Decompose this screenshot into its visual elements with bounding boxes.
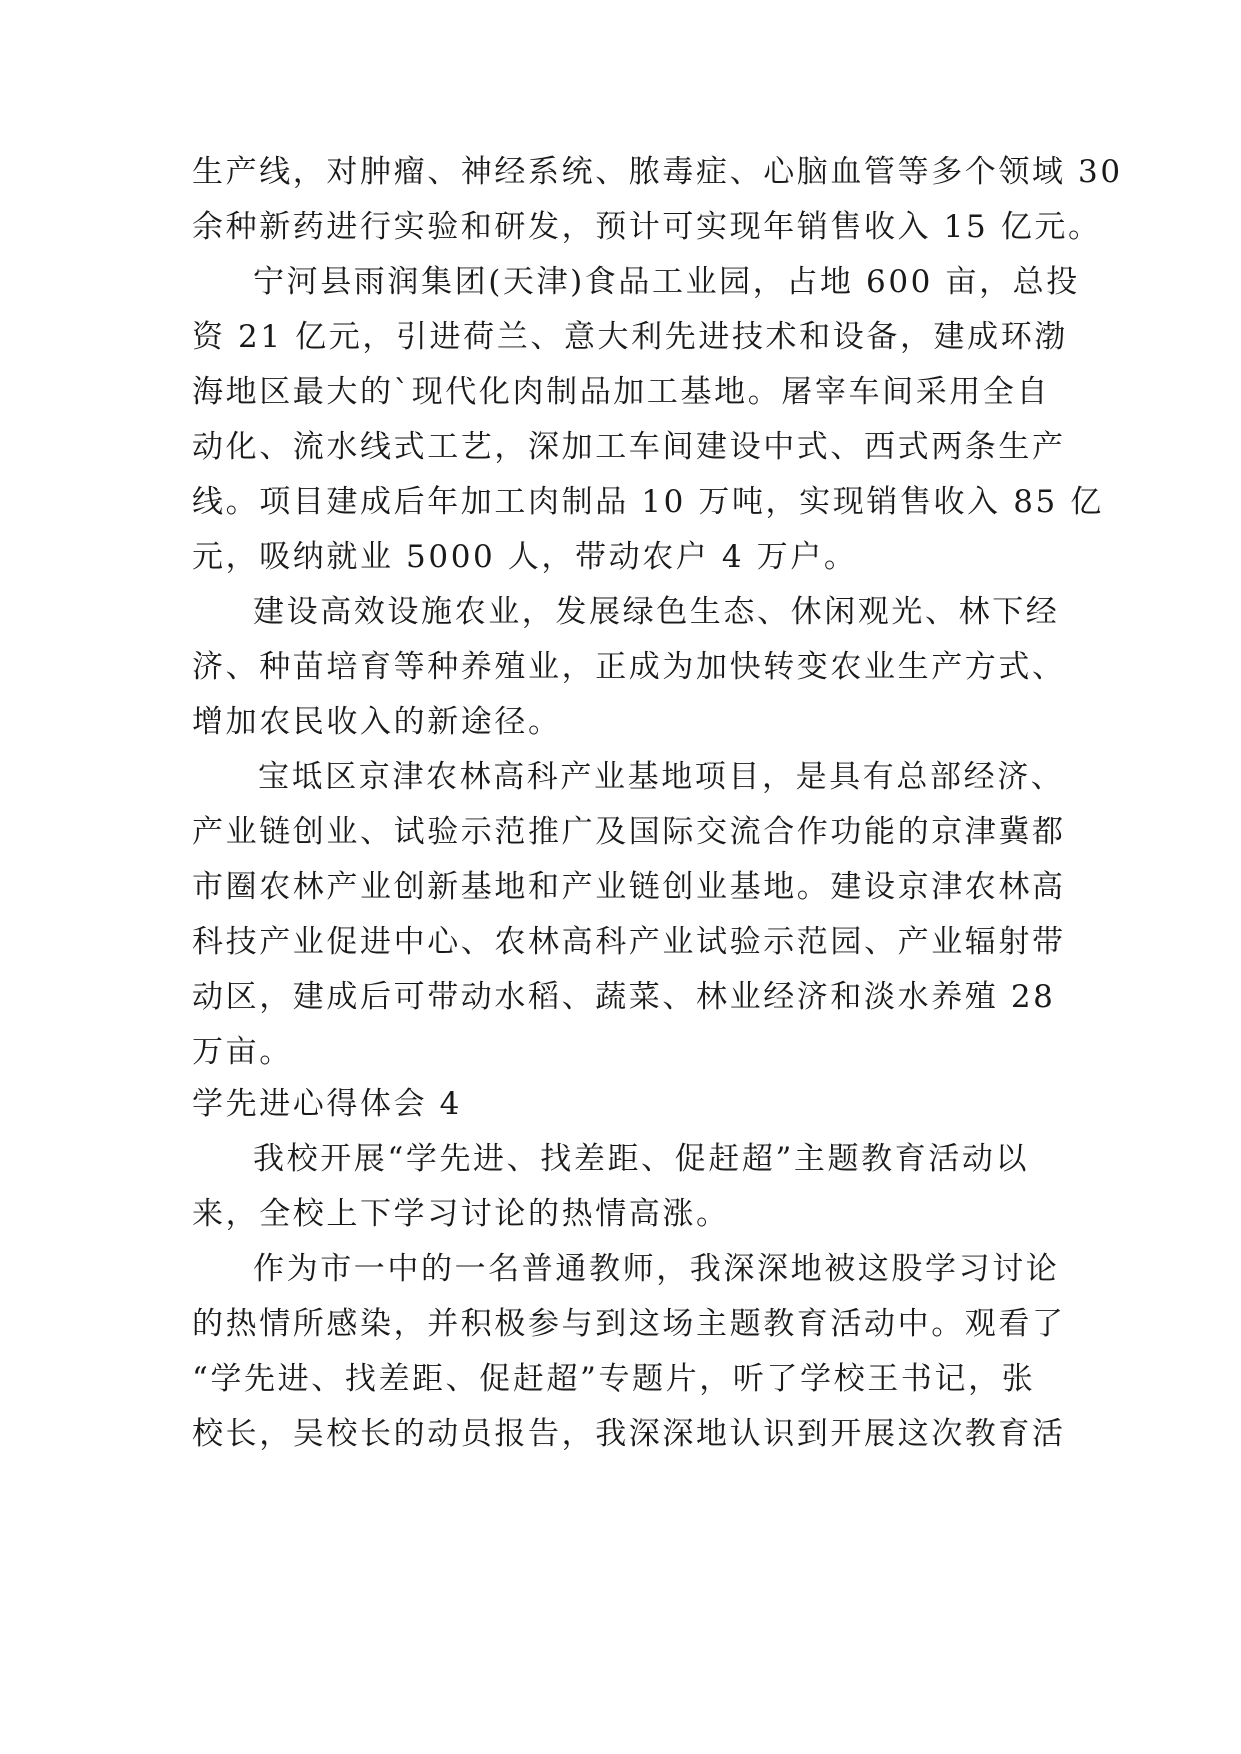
text-line: 线。项目建成后年加工肉制品 10 万吨，实现销售收入 85 亿 [192, 484, 1104, 520]
text-line: 增加农民收入的新途径。 [192, 704, 562, 740]
text-line: 科技产业促进中心、农林高科产业试验示范园、产业辐射带 [192, 924, 1066, 960]
text-line: 海地区最大的`现代化肉制品加工基地。屠宰车间采用全自 [192, 374, 1051, 410]
text-line: 动化、流水线式工艺，深加工车间建设中式、西式两条生产 [192, 429, 1066, 465]
text-line: 济、种苗培育等种养殖业，正成为加快转变农业生产方式、 [192, 649, 1066, 685]
text-line: 我校开展“学先进、找差距、促赶超”主题教育活动以 [253, 1141, 1030, 1177]
text-line: 余种新药进行实验和研发，预计可实现年销售收入 15 亿元。 [192, 209, 1102, 245]
text-line: 元，吸纳就业 5000 人，带动农户 4 万户。 [192, 539, 858, 575]
text-line: 生产线，对肿瘤、神经系统、脓毒症、心脑血管等多个领域 30 [192, 154, 1123, 190]
text-line: 的热情所感染，并积极参与到这场主题教育活动中。观看了 [192, 1306, 1066, 1342]
text-line: 作为市一中的一名普通教师，我深深地被这股学习讨论 [253, 1251, 1060, 1287]
text-line: “学先进、找差距、促赶超”专题片，听了学校王书记，张 [192, 1361, 1036, 1397]
text-line: 产业链创业、试验示范推广及国际交流合作功能的京津冀都 [192, 814, 1066, 850]
text-line: 建设高效设施农业，发展绿色生态、休闲观光、林下经 [253, 594, 1060, 630]
text-line: 市圈农林产业创新基地和产业链创业基地。建设京津农林高 [192, 869, 1066, 905]
section-heading: 学先进心得体会 4 [192, 1086, 462, 1122]
text-line: 万亩。 [192, 1034, 293, 1070]
text-line: 宁河县雨润集团(天津)食品工业园，占地 600 亩，总投 [253, 264, 1080, 300]
text-line: 资 21 亿元，引进荷兰、意大利先进技术和设备，建成环渤 [192, 319, 1068, 355]
text-line: 宝坻区京津农林高科产业基地项目，是具有总部经济、 [258, 759, 1065, 795]
text-line: 来，全校上下学习讨论的热情高涨。 [192, 1196, 730, 1232]
text-line: 动区，建成后可带动水稻、蔬菜、林业经济和淡水养殖 28 [192, 979, 1056, 1015]
text-line: 校长，吴校长的动员报告，我深深地认识到开展这次教育活 [192, 1416, 1066, 1452]
